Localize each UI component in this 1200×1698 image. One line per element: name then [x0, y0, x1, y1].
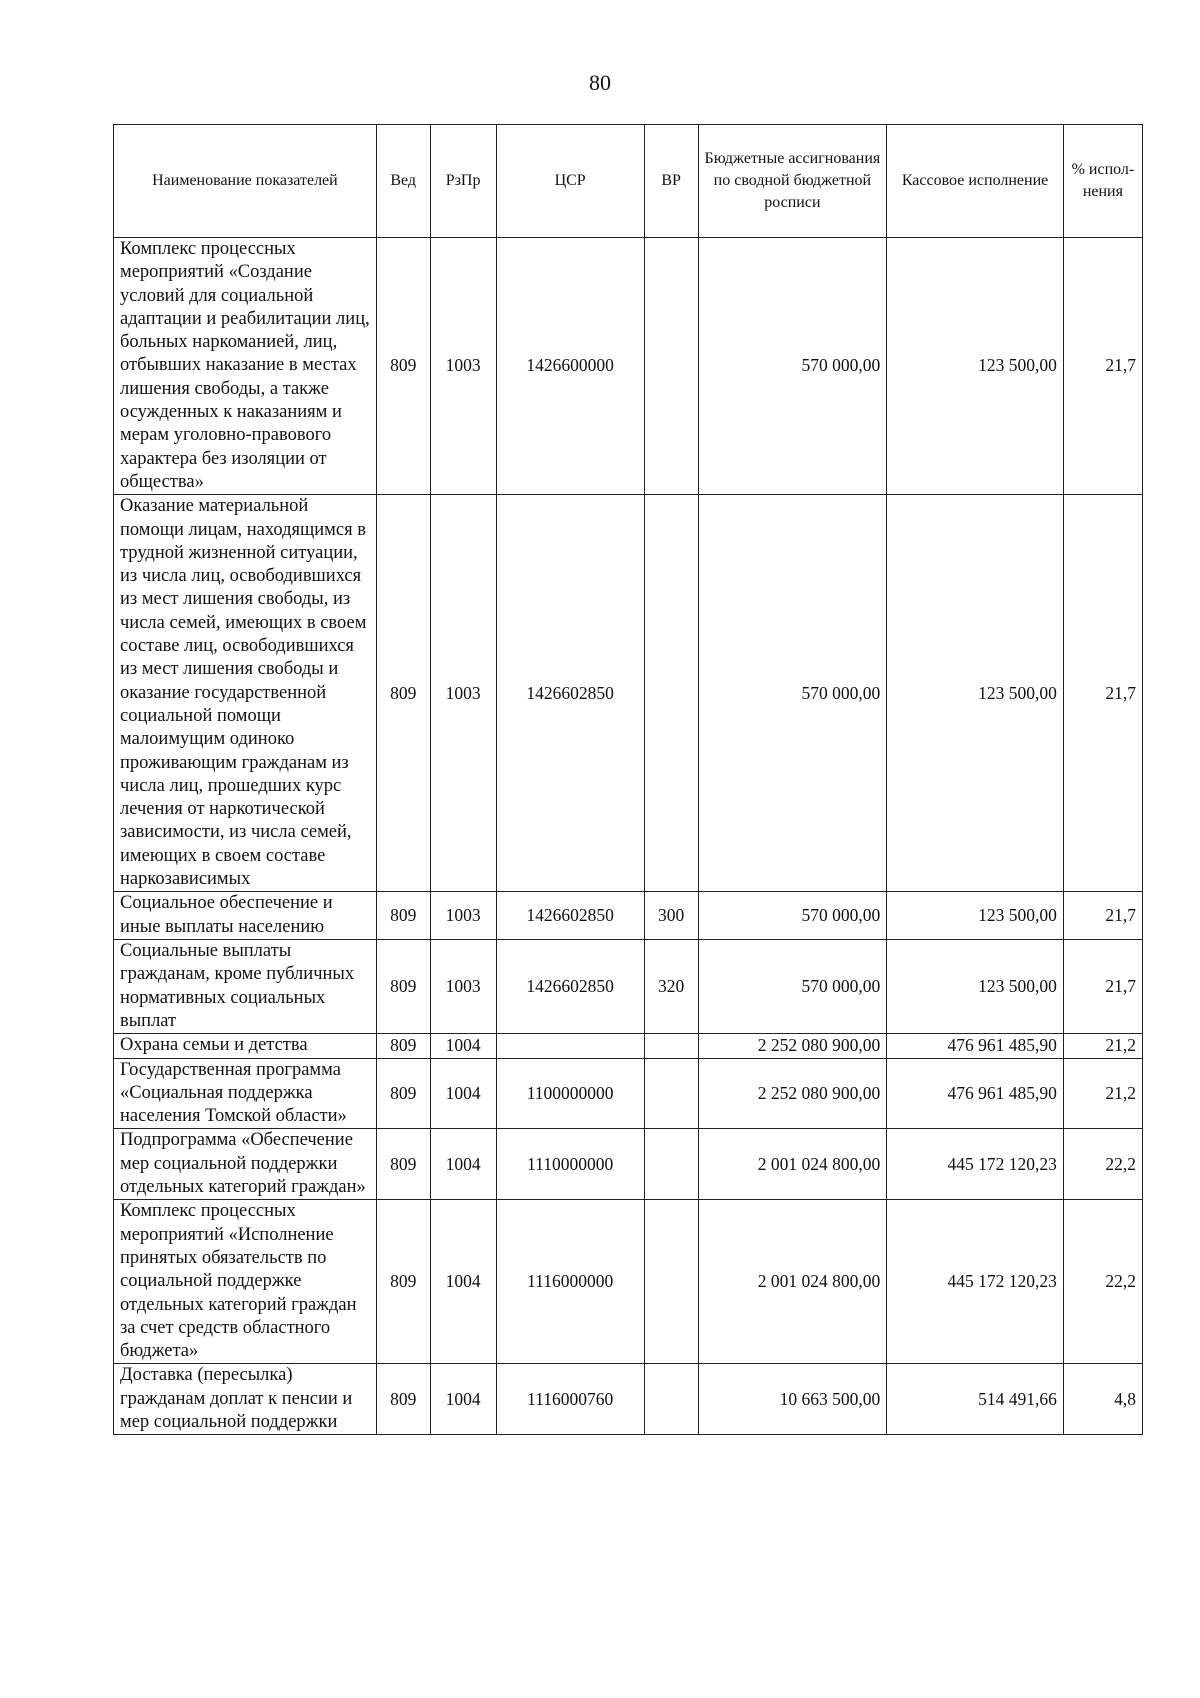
header-budget: Бюджетные ассигнования по сводной бюджетной росписи [698, 125, 887, 238]
cell-ved: 809 [376, 1034, 430, 1059]
cell-cash: 445 172 120,23 [887, 1200, 1064, 1364]
cell-cash: 514 491,66 [887, 1364, 1064, 1435]
cell-vr [644, 1364, 698, 1435]
cell-vr [644, 238, 698, 495]
cell-vr [644, 1034, 698, 1059]
cell-rzpr: 1003 [430, 238, 496, 495]
table-row [114, 892, 1143, 940]
cell-name: Комплекс процессных мероприятий «Исполнение принятых обязательств по социальной поддержке отдельных категорий граждан за счет средств областного бюджета» [114, 1200, 377, 1364]
cell-name: Социальное обеспечение и иные выплаты населению [114, 892, 377, 940]
table-row [114, 1200, 1143, 1364]
cell-budget: 570 000,00 [698, 892, 887, 940]
cell-cash: 445 172 120,23 [887, 1129, 1064, 1200]
cell-rzpr: 1003 [430, 939, 496, 1033]
cell-rzpr: 1003 [430, 495, 496, 892]
cell-csr: 1116000760 [496, 1364, 644, 1435]
cell-name: Государственная программа «Социальная поддержка населения Томской области» [114, 1058, 377, 1129]
cell-csr: 1110000000 [496, 1129, 644, 1200]
cell-percent: 21,2 [1063, 1034, 1142, 1059]
cell-budget: 570 000,00 [698, 495, 887, 892]
cell-percent: 21,7 [1063, 238, 1142, 495]
cell-rzpr: 1003 [430, 892, 496, 940]
cell-ved: 809 [376, 1364, 430, 1435]
cell-csr: 1426602850 [496, 892, 644, 940]
cell-name: Доставка (пересылка) гражданам доплат к пенсии и мер социальной поддержки [114, 1364, 377, 1435]
table-row [114, 1129, 1143, 1200]
cell-percent: 21,2 [1063, 1058, 1142, 1129]
cell-budget: 2 252 080 900,00 [698, 1058, 887, 1129]
header-vr: ВР [644, 125, 698, 238]
cell-percent: 21,7 [1063, 939, 1142, 1033]
cell-budget: 570 000,00 [698, 238, 887, 495]
cell-budget: 2 001 024 800,00 [698, 1129, 887, 1200]
cell-budget: 10 663 500,00 [698, 1364, 887, 1435]
cell-percent: 4,8 [1063, 1364, 1142, 1435]
cell-name: Подпрограмма «Обеспечение мер социальной поддержки отдельных категорий граждан» [114, 1129, 377, 1200]
cell-csr: 1100000000 [496, 1058, 644, 1129]
cell-ved: 809 [376, 1058, 430, 1129]
cell-ved: 809 [376, 1129, 430, 1200]
cell-cash: 123 500,00 [887, 495, 1064, 892]
cell-ved: 809 [376, 939, 430, 1033]
cell-vr: 300 [644, 892, 698, 940]
table-row [114, 495, 1143, 892]
cell-csr: 1426602850 [496, 495, 644, 892]
header-percent: % испол-нения [1063, 125, 1142, 238]
cell-percent: 22,2 [1063, 1129, 1142, 1200]
cell-ved: 809 [376, 238, 430, 495]
header-name: Наименование показателей [114, 125, 377, 238]
table-row [114, 1364, 1143, 1435]
budget-table [113, 124, 1143, 1435]
cell-rzpr: 1004 [430, 1200, 496, 1364]
cell-rzpr: 1004 [430, 1129, 496, 1200]
cell-budget: 2 001 024 800,00 [698, 1200, 887, 1364]
cell-csr: 1426602850 [496, 939, 644, 1033]
cell-vr: 320 [644, 939, 698, 1033]
cell-percent: 21,7 [1063, 892, 1142, 940]
cell-budget: 2 252 080 900,00 [698, 1034, 887, 1059]
cell-ved: 809 [376, 1200, 430, 1364]
cell-csr: 1116000000 [496, 1200, 644, 1364]
cell-rzpr: 1004 [430, 1364, 496, 1435]
cell-csr: 1426600000 [496, 238, 644, 495]
cell-csr [496, 1034, 644, 1059]
cell-name: Комплекс процессных мероприятий «Создание условий для социальной адаптации и реабилитации лиц, больных наркоманией, лиц, отбывших наказание в местах лишения свободы, а также осужденных к наказаниям и мерам уголовно-правового характера без изоляции от общества» [114, 238, 377, 495]
cell-vr [644, 1200, 698, 1364]
cell-vr [644, 1058, 698, 1129]
cell-percent: 21,7 [1063, 495, 1142, 892]
cell-name: Социальные выплаты гражданам, кроме публичных нормативных социальных выплат [114, 939, 377, 1033]
cell-rzpr: 1004 [430, 1034, 496, 1059]
cell-cash: 476 961 485,90 [887, 1034, 1064, 1059]
header-ved: Вед [376, 125, 430, 238]
table-row [114, 939, 1143, 1033]
cell-vr [644, 1129, 698, 1200]
cell-percent: 22,2 [1063, 1200, 1142, 1364]
table-row [114, 238, 1143, 495]
cell-name: Охрана семьи и детства [114, 1034, 377, 1059]
table-row [114, 1034, 1143, 1059]
cell-rzpr: 1004 [430, 1058, 496, 1129]
header-cash: Кассовое исполнение [887, 125, 1064, 238]
cell-cash: 123 500,00 [887, 939, 1064, 1033]
cell-cash: 123 500,00 [887, 238, 1064, 495]
cell-cash: 123 500,00 [887, 892, 1064, 940]
cell-cash: 476 961 485,90 [887, 1058, 1064, 1129]
header-rzpr: РзПр [430, 125, 496, 238]
cell-name: Оказание материальной помощи лицам, находящимся в трудной жизненной ситуации, из числа лиц, освободившихся из мест лишения свободы, из числа семей, имеющих в своем составе лиц, освободившихся из мест лишения свободы и оказание государственной социальной помощи малоимущим одиноко проживающим гражданам из числа лиц, прошедших курс лечения от наркотической зависимости, из числа семей, имеющих в своем составе наркозависимых [114, 495, 377, 892]
cell-budget: 570 000,00 [698, 939, 887, 1033]
page-number: 80 [589, 70, 611, 95]
table-header-row [114, 125, 1143, 238]
cell-ved: 809 [376, 495, 430, 892]
cell-ved: 809 [376, 892, 430, 940]
table-row [114, 1058, 1143, 1129]
header-csr: ЦСР [496, 125, 644, 238]
cell-vr [644, 495, 698, 892]
